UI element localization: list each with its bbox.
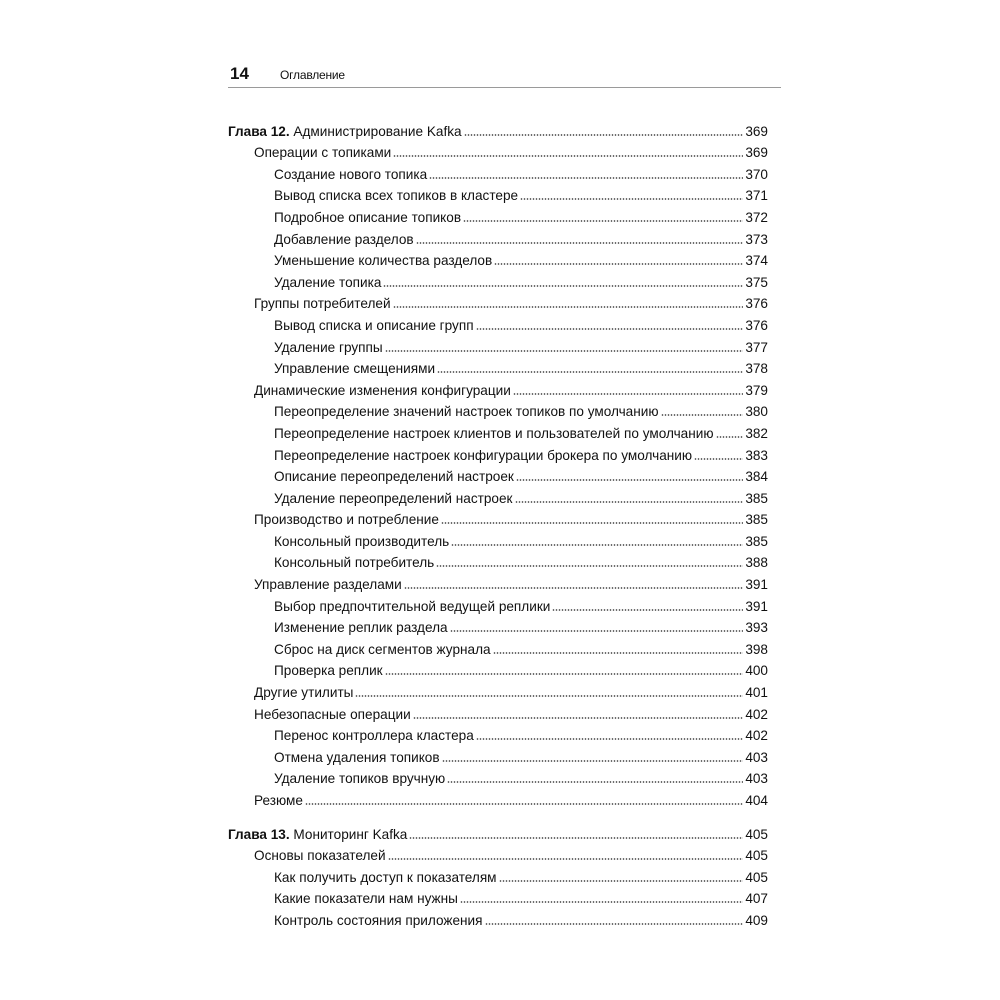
toc-page-number: 391 — [745, 577, 768, 593]
toc-entry-title — [254, 145, 391, 161]
dot-leader — [393, 155, 743, 157]
dot-leader — [305, 803, 743, 805]
dot-leader — [385, 350, 744, 352]
dot-leader — [516, 479, 743, 481]
dot-leader — [552, 609, 743, 611]
entry-title-text: Переопределение настроек конфигурации брокера по умолчанию — [274, 447, 693, 463]
toc-entry — [228, 291, 768, 313]
toc-entry-title — [254, 383, 511, 399]
toc-entry-title — [274, 534, 449, 550]
toc-entry — [228, 907, 768, 929]
page-number: 14 — [230, 64, 249, 83]
dot-leader — [661, 414, 744, 416]
dot-leader — [404, 587, 744, 589]
dot-leader — [441, 522, 743, 524]
toc-entry — [228, 248, 768, 270]
toc-page-number: 385 — [745, 533, 768, 549]
entry-title-text: Группы потребителей — [254, 296, 391, 312]
toc-page-number: 375 — [745, 274, 768, 290]
entry-title-text: Операции с топиками — [254, 145, 392, 161]
toc-page-number: 407 — [745, 891, 768, 907]
entry-title-text: Добавление разделов — [274, 231, 414, 247]
toc-entry-title — [274, 448, 692, 464]
dot-leader — [520, 198, 743, 200]
toc-entry — [228, 442, 768, 464]
toc-entry — [228, 204, 768, 226]
dot-leader — [460, 901, 743, 903]
toc-entry-title — [274, 491, 513, 507]
dot-leader — [451, 544, 743, 546]
dot-leader — [513, 393, 744, 395]
dot-leader — [515, 501, 744, 503]
toc-entry-title — [274, 210, 461, 226]
toc-page-number: 376 — [745, 317, 768, 333]
toc-entry — [228, 679, 768, 701]
toc-entry-title — [274, 870, 497, 886]
toc-entry — [228, 636, 768, 658]
entry-title-text: Основы показателей — [254, 848, 386, 864]
toc-entry — [228, 420, 768, 442]
dot-leader — [385, 673, 744, 675]
toc-chapter-entry — [228, 118, 768, 140]
toc-page-number: 376 — [745, 296, 768, 312]
dot-leader — [493, 652, 744, 654]
dot-leader — [416, 242, 744, 244]
toc-entry-title — [254, 793, 303, 809]
toc-entry-title — [274, 469, 514, 485]
toc-page-number: 382 — [745, 425, 768, 441]
toc-page-number: 374 — [745, 253, 768, 269]
toc-entry — [228, 744, 768, 766]
toc-entry — [228, 226, 768, 248]
dot-leader — [499, 880, 744, 882]
toc-page-number: 369 — [745, 145, 768, 161]
toc-entry — [228, 593, 768, 615]
toc-page-number: 404 — [745, 793, 768, 808]
entry-title-text: Какие показатели нам нужны — [274, 891, 458, 907]
toc-entry — [228, 485, 768, 507]
toc-entry-title — [274, 232, 414, 248]
entry-title-text: Переопределение значений настроек топиков по умолчанию — [274, 404, 659, 420]
toc-entry-title — [274, 167, 427, 183]
dot-leader — [494, 263, 743, 265]
toc-entry-title — [274, 318, 474, 334]
entry-title-text: Перенос контроллера кластера — [274, 728, 474, 744]
toc-page-number: 371 — [745, 188, 768, 204]
toc-entry-title — [254, 577, 402, 593]
dot-leader — [442, 760, 744, 762]
dot-leader — [694, 458, 743, 460]
entry-title-text: Проверка реплик — [274, 663, 383, 679]
toc-entry — [228, 183, 768, 205]
toc-page-number: 401 — [745, 685, 768, 701]
entry-title-text: Изменение реплик раздела — [274, 620, 448, 636]
toc-page-number: 400 — [745, 663, 768, 679]
toc-entry-title — [228, 124, 462, 140]
entry-title-text: Удаление топика — [274, 274, 382, 290]
dot-leader — [383, 285, 743, 287]
toc-page-number: 370 — [745, 166, 768, 182]
toc-entry-title — [274, 253, 492, 269]
toc-entry — [228, 140, 768, 162]
chapter-number: Глава 12. — [228, 123, 290, 139]
header-rule — [228, 87, 781, 88]
entry-title-text: Как получить доступ к показателям — [274, 869, 497, 885]
toc-entry — [228, 787, 768, 809]
toc-entry — [228, 571, 768, 593]
entry-title-text: Переопределение настроек клиентов и пользователей по умолчанию — [274, 425, 714, 441]
toc-entry-title — [274, 599, 550, 615]
entry-title-text: Другие утилиты — [254, 685, 354, 701]
entry-title-text: Вывод списка всех топиков в кластере — [274, 188, 519, 204]
toc-entry — [228, 658, 768, 680]
dot-leader — [476, 738, 744, 740]
toc-entry-title — [274, 404, 659, 420]
toc-page-number: 402 — [745, 706, 768, 722]
toc-entry — [228, 550, 768, 572]
entry-title-text: Удаление переопределений настроек — [274, 490, 513, 506]
toc-entry-title — [274, 555, 434, 571]
chapter-number: Глава 13. — [228, 826, 290, 842]
toc-entry-title — [254, 707, 411, 723]
toc-page-number: 385 — [745, 512, 768, 528]
toc-chapter-entry — [228, 821, 768, 843]
dot-leader — [413, 717, 744, 719]
toc-entry — [228, 886, 768, 908]
toc-entry-title — [274, 426, 714, 442]
entry-title-text: Консольный производитель — [274, 533, 450, 549]
toc-entry — [228, 464, 768, 486]
toc-page-number: 398 — [745, 641, 768, 657]
entry-title-text: Управление разделами — [254, 577, 402, 593]
toc-entry-title — [228, 827, 407, 843]
toc-page-number: 405 — [745, 848, 768, 864]
toc-page-number: 393 — [745, 620, 768, 636]
toc-entry — [228, 269, 768, 291]
page-header — [228, 62, 781, 88]
toc-page-number: 403 — [745, 749, 768, 765]
toc-entry-title — [274, 620, 448, 636]
entry-title-text: Удаление топиков вручную — [274, 771, 446, 787]
toc-entry — [228, 723, 768, 745]
toc-page-number: 372 — [745, 209, 768, 225]
toc-entry-title — [274, 340, 383, 356]
toc-page-number: 409 — [745, 912, 768, 928]
toc-entry-title — [274, 891, 458, 907]
toc-page-number: 402 — [745, 728, 768, 744]
dot-leader — [464, 134, 744, 136]
entry-title-text: Подробное описание топиков — [274, 209, 462, 225]
toc-entry — [228, 312, 768, 334]
toc-page-number: 405 — [745, 826, 768, 842]
entry-title-text: Контроль состояния приложения — [274, 912, 483, 928]
dot-leader — [393, 306, 744, 308]
toc-page-number: 383 — [745, 447, 768, 463]
entry-title-text: Динамические изменения конфигурации — [254, 382, 511, 398]
toc-page-number: 369 — [745, 123, 768, 139]
toc-entry-title — [274, 771, 445, 787]
dot-leader — [388, 858, 744, 860]
entry-title-text: Отмена удаления топиков — [274, 749, 440, 765]
entry-title-text: Описание переопределений настроек — [274, 469, 514, 485]
dot-leader — [437, 371, 743, 373]
toc-entry — [228, 161, 768, 183]
entry-title-text: Производство и потребление — [254, 512, 439, 528]
toc-page-number: 388 — [745, 555, 768, 571]
toc-page-number: 380 — [745, 404, 768, 420]
dot-leader — [463, 220, 743, 222]
toc-entry-title — [274, 663, 383, 679]
dot-leader — [409, 837, 743, 839]
entry-title-text: Создание нового топика — [274, 166, 428, 182]
entry-title-text: Удаление группы — [274, 339, 383, 355]
chapter-gap — [228, 809, 768, 821]
entry-title-text: Вывод списка и описание групп — [274, 317, 474, 333]
toc-page-number: 403 — [745, 771, 768, 787]
dot-leader — [476, 328, 744, 330]
toc-entry-title — [274, 188, 518, 204]
toc-entry-title — [254, 296, 391, 312]
entry-title-text: Небезопасные операции — [254, 706, 411, 722]
toc-page-number: 373 — [745, 231, 768, 247]
toc-entry-title — [274, 728, 474, 744]
entry-title-text: Администрирование Kafka — [289, 123, 462, 139]
toc-page-number: 391 — [745, 598, 768, 614]
toc-entry-title — [254, 685, 353, 701]
dot-leader — [429, 177, 743, 179]
toc-entry — [228, 507, 768, 529]
toc-page-number: 385 — [745, 490, 768, 506]
running-title: Оглавление — [280, 68, 345, 82]
toc-entry — [228, 528, 768, 550]
toc-entry — [228, 399, 768, 421]
entry-title-text: Управление смещениями — [274, 361, 436, 377]
toc-page-number: 378 — [745, 361, 768, 377]
dot-leader — [716, 436, 744, 438]
toc-entry-title — [274, 913, 483, 929]
dot-leader — [447, 781, 743, 783]
toc-entry — [228, 615, 768, 637]
toc-entry-title — [274, 750, 440, 766]
entry-title-text: Выбор предпочтительной ведущей реплики — [274, 598, 551, 614]
entry-title-text: Резюме — [254, 793, 303, 808]
toc-entry — [228, 701, 768, 723]
entry-title-text: Уменьшение количества разделов — [274, 253, 493, 269]
dot-leader — [355, 695, 743, 697]
toc-entry — [228, 843, 768, 865]
entry-title-text: Консольный потребитель — [274, 555, 435, 571]
toc-entry — [228, 377, 768, 399]
toc-page-number: 405 — [745, 869, 768, 885]
toc-entry-title — [274, 642, 491, 658]
dot-leader — [450, 630, 744, 632]
entry-title-text: Мониторинг Kafka — [289, 826, 408, 842]
toc-page-number: 379 — [745, 382, 768, 398]
toc-entry-title — [274, 361, 435, 377]
toc-entry — [228, 766, 768, 788]
toc-entry — [228, 864, 768, 886]
toc-entry-title — [254, 512, 439, 528]
toc-page-number: 384 — [745, 469, 768, 485]
toc-entry — [228, 334, 768, 356]
toc-page-number: 377 — [745, 339, 768, 355]
entry-title-text: Сброс на диск сегментов журнала — [274, 641, 491, 657]
toc-entry-title — [254, 848, 386, 864]
dot-leader — [485, 923, 744, 925]
table-of-contents — [228, 118, 768, 929]
dot-leader — [436, 565, 743, 567]
toc-entry — [228, 356, 768, 378]
toc-entry-title — [274, 275, 381, 291]
